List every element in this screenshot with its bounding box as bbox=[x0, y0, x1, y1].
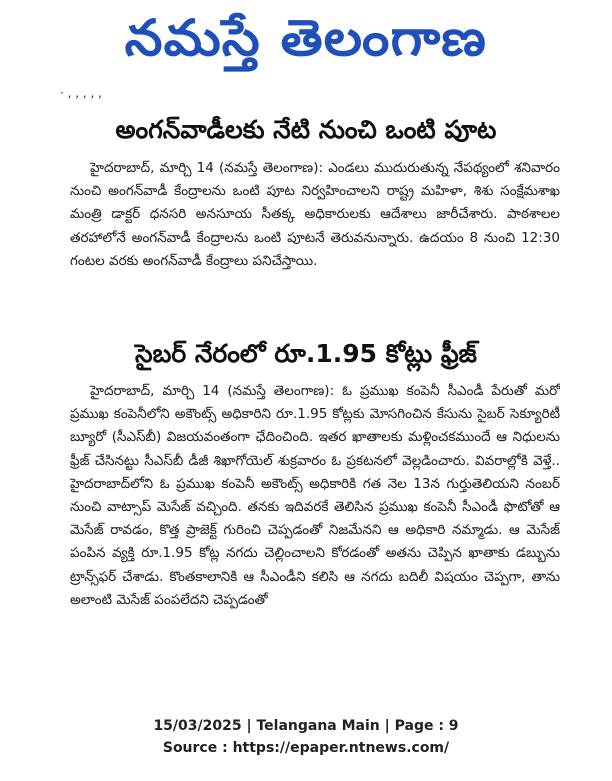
footer-date-edition-page: 15/03/2025 | Telangana Main | Page : 9 bbox=[153, 718, 459, 734]
article-paragraph: హైదరాబాద్, మార్చి 14 (నమస్తే తెలంగాణ): ఓ ప్రముఖ కంపెనీ సీఎండీ పేరుతో మరో ప్రముఖ కంపెనీలోని అకౌంట్స్ అధికారిని రూ.1.95 కోట్లకు మోసగించిన కేసును సైబర్ సెక్యూరిటీ బ్యూరో (సీఎస్‌బీ) విజయవంతంగా ఛేదించింది. ఇతర ఖాతాలకు మళ్లించకముందే ఆ నిధులను ఫ్రీజ్ చేసినట్టు సీఎస్‌బీ డీజీ శిఖాగోయెల్ శుక్రవారం ఓ ప్రకటనలో వెల్లడించారు. వివరాల్లోకి వెళ్తే.. హైదరాబాద్‌లోని ఓ ప్రముఖ కంపెనీ అకౌంట్స్ అధికారికి గత నెల 13న గుర్తుతెలియని నంబర్ నుంచి వాట్సాప్ మెసేజ్ వచ్చింది. తనకు ఇదివరకే తెలిసిన ప్రముఖ కంపెనీ సీఎండీ ఫొటోతో ఆ మెసేజ్ రావడం, కొత్త ప్రాజెక్ట్ గురించి చెప్పడంతో నిజమేనని ఆ అధికారి నమ్మాడు. ఆ మెసేజ్ పంపిన వ్యక్తి రూ.1.95 కోట్ల నగదు చెల్లించాలని కోరడంతో అతను చెప్పిన ఖాతాకు డబ్బును ట్రాన్స్‌ఫర్ చేశాడు. కొంతకాలానికి ఆ సీఎండీని కలిసి ఆ నగదు బదిలీ విషయం చెప్పగా, తాను అలాంటి మెసేజ్ పంపలేదని చెప్పడంతో bbox=[70, 383, 560, 608]
cut-off-text-line: · , , , , , bbox=[60, 90, 102, 100]
footer-source-url: Source : https://epaper.ntnews.com/ bbox=[162, 740, 450, 756]
article-body-anganwadi bbox=[70, 157, 560, 321]
article-body-cyber-crime bbox=[70, 380, 560, 716]
article-paragraph: హైదరాబాద్, మార్చి 14 (నమస్తే తెలంగాణ): ఎండలు ముదురుతున్న నేపథ్యంలో శనివారం నుంచి అంగన్‌వాడీ కేంద్రాలను ఒంటి పూట నిర్వహించాలని రాష్ట్ర మహిళా, శిశు సంక్షేమశాఖ మంత్రి డాక్టర్ ధనసరి అనసూయ సీతక్క అధికారులకు ఆదేశాలు జారీచేశారు. పాఠశాలల తరహాలోనే అంగన్‌వాడీ కేంద్రాలను ఒంటి పూటనే తెరువనున్నారు. ఉదయం 8 నుంచి 12:30 గంటల వరకు అంగన్‌వాడీ కేంద్రాలు పనిచేస్తాయి. bbox=[70, 160, 560, 269]
newspaper-logo-title: నమస్తే తెలంగాణ bbox=[124, 8, 488, 67]
masthead bbox=[0, 0, 612, 88]
article-headline-cyber-crime: సైబర్ నేరంలో రూ.1.95 కోట్లు ఫ్రీజ్ bbox=[135, 339, 477, 368]
article-headline-anganwadi: అంగన్‌వాడీలకు నేటి నుంచి ఒంటి పూట bbox=[115, 115, 497, 144]
